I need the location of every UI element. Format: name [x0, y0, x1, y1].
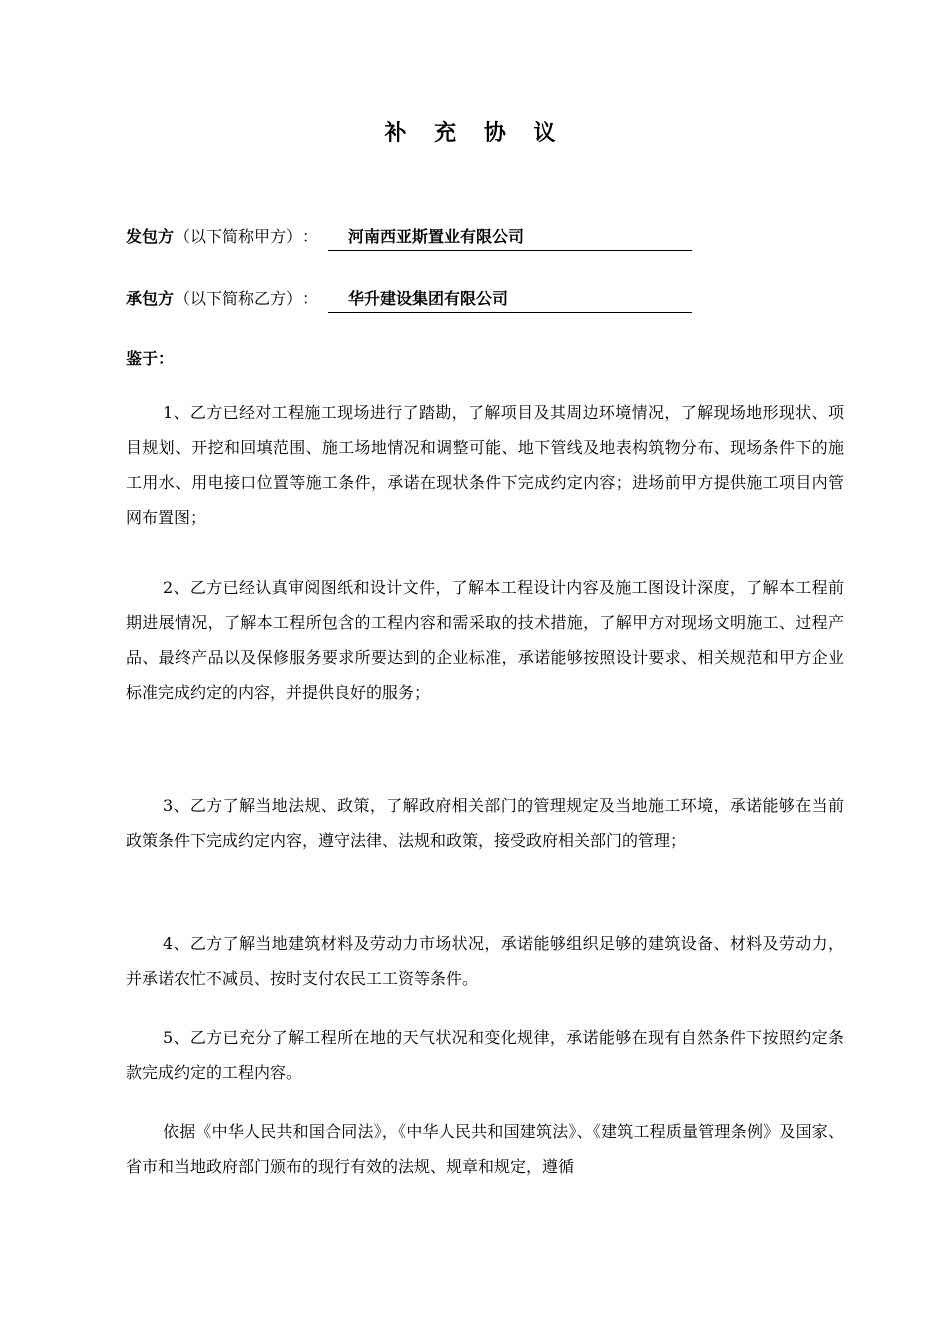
party-b-line	[126, 284, 692, 314]
party-a-colon: ：	[302, 227, 319, 246]
paragraph-2: 2、乙方已经认真审阅图纸和设计文件，了解本工程设计内容及施工图设计深度，了解本工程前期进展情况，了解本工程所包含的工程内容和需采取的技术措施，了解甲方对现场文明施工、过程产品、最终产品以及保修服务要求所要达到的企业标准，承诺能够按照设计要求、相关规范和甲方企业标准完成约定的内容，并提供良好的服务；	[126, 578, 844, 702]
party-a-name: 河南西亚斯置业有限公司	[328, 224, 692, 251]
paragraph-3: 3、乙方了解当地法规、政策，了解政府相关部门的管理规定及当地施工环境，承诺能够在当前政策条件下完成约定内容，遵守法律、法规和政策，接受政府相关部门的管理；	[126, 796, 844, 850]
party-b-colon: ：	[302, 289, 319, 308]
paragraph-4: 4、乙方了解当地建筑材料及劳动力市场状况，承诺能够组织足够的建筑设备、材料及劳动力，并承诺农忙不减员、按时支付农民工工资等条件。	[126, 934, 844, 988]
party-a-line	[126, 222, 692, 252]
party-b-name: 华升建设集团有限公司	[328, 286, 692, 313]
document-title: 补 充 协 议	[384, 121, 566, 146]
party-b-alias: （以下简称乙方）	[174, 289, 303, 308]
party-a-role: 发包方	[126, 227, 175, 246]
party-b-role: 承包方	[126, 289, 175, 308]
whereas-heading: 鉴于：	[126, 349, 175, 368]
paragraph-1: 1、乙方已经对工程施工现场进行了踏勘，了解项目及其周边环境情况，了解现场地形现状、项目规划、开挖和回填范围、施工场地情况和调整可能、地下管线及地表构筑物分布、现场条件下的施工用水、用电接口位置等施工条件，承诺在现状条件下完成约定内容；进场前甲方提供施工项目内管网布置图；	[126, 403, 844, 527]
paragraph-5: 5、乙方已充分了解工程所在地的天气状况和变化规律，承诺能够在现有自然条件下按照约定条款完成约定的工程内容。	[126, 1028, 844, 1082]
party-a-alias: （以下简称甲方）	[174, 227, 303, 246]
paragraph-basis: 依据《中华人民共和国合同法》，《中华人民共和国建筑法》、《建筑工程质量管理条例》及国家、省市和当地政府部门颁布的现行有效的法规、规章和规定，遵循	[126, 1122, 844, 1176]
